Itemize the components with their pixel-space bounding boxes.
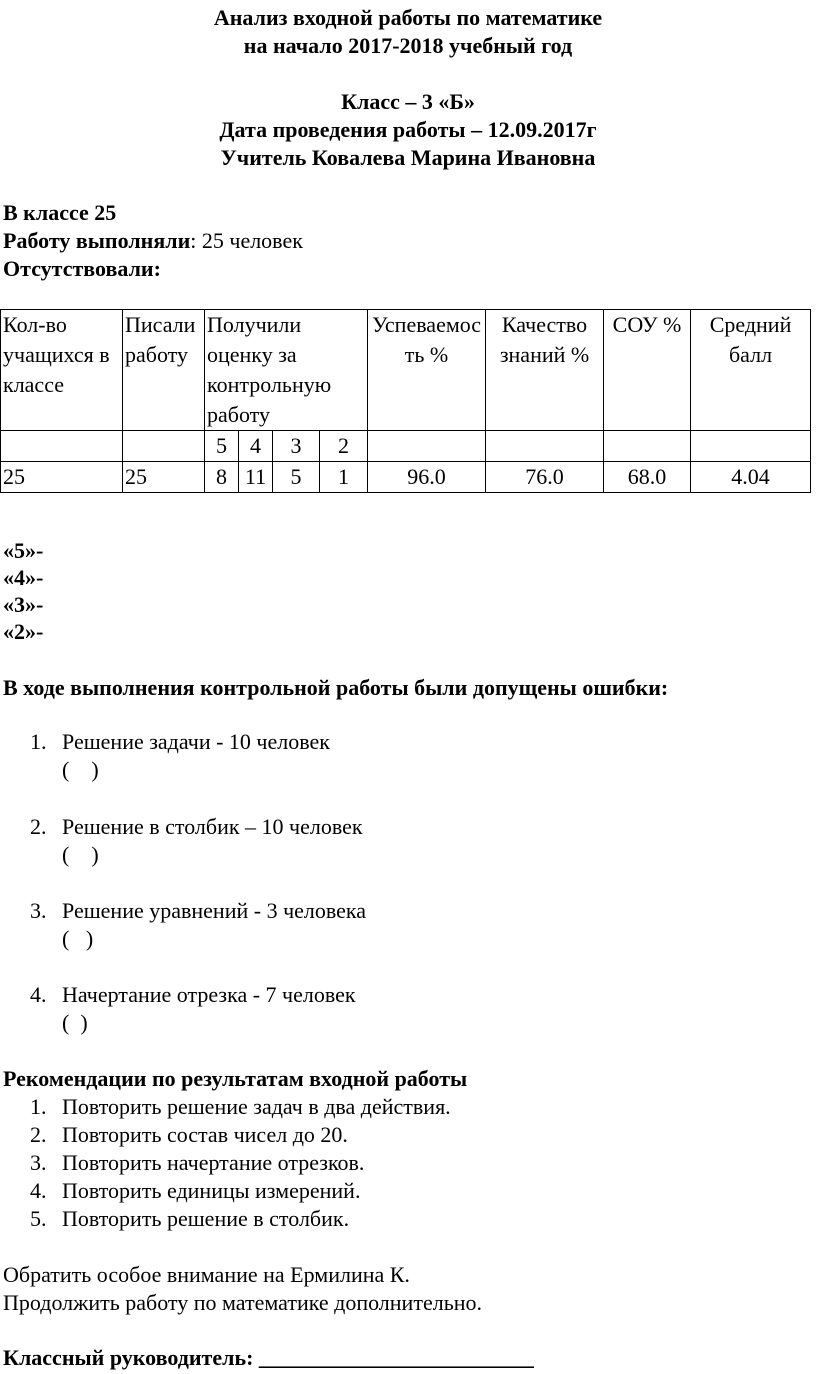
results-table <box>0 309 811 493</box>
recommendation-item-number: 1. <box>30 1094 47 1119</box>
signature-blank: _________________________ <box>258 1345 534 1370</box>
error-item-text: Решение в столбик – 10 человек <box>62 814 363 839</box>
grade-5-line: «5»- <box>3 538 44 563</box>
performed-value: : 25 человек <box>190 228 303 253</box>
absent-line: Отсутствовали: <box>3 256 161 281</box>
signature-line <box>3 1344 534 1372</box>
title-line-2: на начало 2017-2018 учебный год <box>243 33 573 58</box>
recommendations-heading: Рекомендации по результатам входной работы <box>3 1066 468 1091</box>
recommendation-item-text: Повторить состав чисел до 20. <box>62 1122 348 1147</box>
recommendation-item-text: Повторить единицы измерений. <box>62 1178 361 1203</box>
header-students: Кол-во учащихся в классе <box>1 310 123 431</box>
recommendation-item-text: Повторить решение задач в два действия. <box>62 1094 451 1119</box>
cell-grade-3: 5 <box>273 462 320 493</box>
class-line: Класс – 3 «Б» <box>341 89 475 114</box>
recommendation-item-text: Повторить решение в столбик. <box>62 1206 350 1231</box>
header-wrote: Писали работу <box>123 310 205 431</box>
grade-3-line: «3»- <box>3 592 44 617</box>
cell-quality: 76.0 <box>486 462 604 493</box>
table-header-row <box>1 310 811 431</box>
grade-header-3: 3 <box>273 431 320 462</box>
error-item-number: 4. <box>30 982 47 1007</box>
continue-note: Продолжить работу по математике дополнительно. <box>3 1290 482 1315</box>
error-item-text: Начертание отрезка - 7 человек <box>62 982 356 1007</box>
performed-label: Работу выполняли <box>3 228 191 253</box>
error-item-paren: ( ) <box>62 926 94 951</box>
recommendation-item-text: Повторить начертание отрезков. <box>62 1150 365 1175</box>
cell-grade-2: 1 <box>320 462 368 493</box>
recommendation-item-number: 5. <box>30 1206 47 1231</box>
date-line: Дата проведения работы – 12.09.2017г <box>219 117 597 142</box>
header-success: Успеваемость % <box>368 310 486 431</box>
cell-wrote: 25 <box>123 462 205 493</box>
error-item-paren: ( ) <box>62 1010 88 1035</box>
error-item-paren: ( ) <box>62 842 99 867</box>
recommendation-item-number: 2. <box>30 1122 47 1147</box>
table-grade-header-row <box>1 431 811 462</box>
attention-note: Обратить особое внимание на Ермилина К. <box>3 1262 410 1287</box>
signature-label: Классный руководитель: <box>3 1345 259 1370</box>
header-sou: СОУ % <box>604 310 691 431</box>
cell-average: 4.04 <box>691 462 811 493</box>
header-received: Получили оценку за контрольную работу <box>205 310 368 431</box>
grade-header-2: 2 <box>320 431 368 462</box>
cell-sou: 68.0 <box>604 462 691 493</box>
recommendation-item-number: 4. <box>30 1178 47 1203</box>
performed-line <box>3 227 303 255</box>
error-item-text: Решение задачи - 10 человек <box>62 729 330 754</box>
in-class-line: В классе 25 <box>3 200 117 225</box>
empty-cell <box>691 431 811 462</box>
grade-header-5: 5 <box>205 431 239 462</box>
empty-cell <box>1 431 123 462</box>
grade-header-4: 4 <box>239 431 273 462</box>
error-item-number: 3. <box>30 898 47 923</box>
error-item-number: 1. <box>30 729 47 754</box>
cell-grade-5: 8 <box>205 462 239 493</box>
cell-grade-4: 11 <box>239 462 273 493</box>
empty-cell <box>486 431 604 462</box>
cell-success: 96.0 <box>368 462 486 493</box>
error-item-text: Решение уравнений - 3 человека <box>62 898 367 923</box>
empty-cell <box>604 431 691 462</box>
teacher-line: Учитель Ковалева Марина Ивановна <box>220 145 596 170</box>
grade-4-line: «4»- <box>3 565 44 590</box>
header-average: Средний балл <box>691 310 811 431</box>
header-quality: Качество знаний % <box>486 310 604 431</box>
table-row <box>1 462 811 493</box>
error-item-paren: ( ) <box>62 757 99 782</box>
cell-students: 25 <box>1 462 123 493</box>
errors-heading: В ходе выполнения контрольной работы были допущены ошибки: <box>3 675 669 700</box>
recommendation-item-number: 3. <box>30 1150 47 1175</box>
title-line-1: Анализ входной работы по математике <box>213 5 603 30</box>
error-item-number: 2. <box>30 814 47 839</box>
empty-cell <box>123 431 205 462</box>
grade-2-line: «2»- <box>3 619 44 644</box>
empty-cell <box>368 431 486 462</box>
